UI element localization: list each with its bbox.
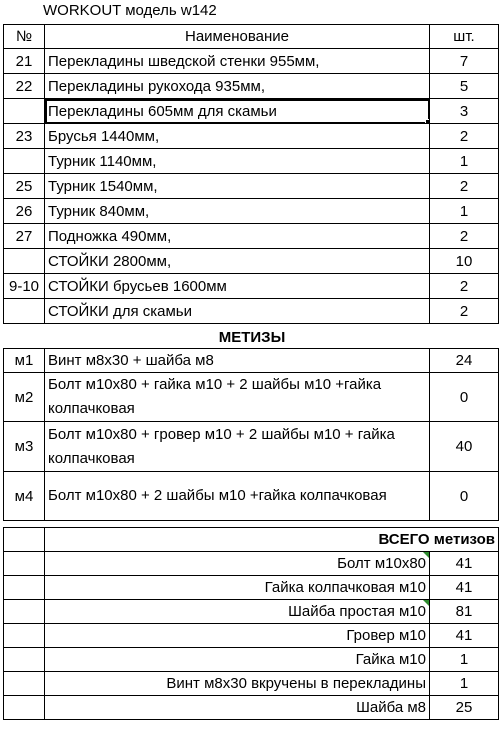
- totals-name-cell[interactable]: Гровер м10: [45, 624, 430, 648]
- totals-blank-cell[interactable]: [4, 600, 45, 624]
- part-qty-cell[interactable]: 1: [430, 149, 499, 174]
- totals-table: [3, 527, 499, 720]
- totals-row: [4, 696, 499, 720]
- totals-name-cell[interactable]: Болт м10х80: [45, 552, 430, 576]
- part-name-cell[interactable]: СТОЙКИ для скамьи: [45, 299, 430, 324]
- hardware-qty-cell[interactable]: 0: [430, 373, 499, 422]
- hardware-row: [4, 422, 499, 472]
- part-name-cell[interactable]: СТОЙКИ брусьев 1600мм: [45, 274, 430, 299]
- fill-handle[interactable]: [425, 119, 430, 124]
- hardware-qty-cell[interactable]: 24: [430, 349, 499, 373]
- totals-row: [4, 600, 499, 624]
- part-name-cell[interactable]: Перекладины рукохода 935мм,: [45, 74, 430, 99]
- part-num-cell[interactable]: 21: [4, 49, 45, 74]
- header-qty[interactable]: шт.: [430, 25, 499, 49]
- totals-blank-cell[interactable]: [4, 672, 45, 696]
- parts-row: [4, 299, 499, 324]
- part-name-cell[interactable]: Турник 1540мм,: [45, 174, 430, 199]
- part-qty-cell[interactable]: 3: [430, 99, 499, 124]
- part-name-cell[interactable]: СТОЙКИ 2800мм,: [45, 249, 430, 274]
- part-qty-cell[interactable]: 2: [430, 124, 499, 149]
- totals-row: [4, 648, 499, 672]
- part-num-cell[interactable]: 25: [4, 174, 45, 199]
- part-name-cell[interactable]: Подножка 490мм,: [45, 224, 430, 249]
- totals-name-cell[interactable]: Шайба простая м10: [45, 600, 430, 624]
- part-num-cell[interactable]: [4, 99, 45, 124]
- part-qty-cell[interactable]: 5: [430, 74, 499, 99]
- hardware-qty-cell[interactable]: 0: [430, 472, 499, 521]
- part-qty-cell[interactable]: 2: [430, 299, 499, 324]
- parts-row: [4, 224, 499, 249]
- hardware-row: [4, 472, 499, 521]
- comment-marker-icon: [423, 600, 429, 606]
- part-num-cell[interactable]: 9-10: [4, 274, 45, 299]
- parts-row: [4, 274, 499, 299]
- part-name-cell[interactable]: Турник 1140мм,: [45, 149, 430, 174]
- part-name-cell[interactable]: Турник 840мм,: [45, 199, 430, 224]
- parts-table: [3, 24, 499, 324]
- parts-row: [4, 199, 499, 224]
- part-name-cell[interactable]: Брусья 1440мм,: [45, 124, 430, 149]
- totals-row: [4, 552, 499, 576]
- totals-qty-cell[interactable]: 81: [430, 600, 499, 624]
- totals-blank-cell[interactable]: [4, 552, 45, 576]
- hardware-qty-cell[interactable]: 40: [430, 422, 499, 472]
- part-qty-cell[interactable]: 2: [430, 224, 499, 249]
- totals-empty-cell[interactable]: [4, 528, 45, 552]
- part-num-cell[interactable]: [4, 249, 45, 274]
- part-num-cell[interactable]: 27: [4, 224, 45, 249]
- totals-qty-cell[interactable]: 41: [430, 552, 499, 576]
- hardware-name-cell[interactable]: Болт м10х80 + гровер м10 + 2 шайбы м10 + гайка колпачковая: [45, 422, 430, 472]
- hardware-num-cell[interactable]: м2: [4, 373, 45, 422]
- part-qty-cell[interactable]: 1: [430, 199, 499, 224]
- part-qty-cell[interactable]: 7: [430, 49, 499, 74]
- parts-row: [4, 49, 499, 74]
- hardware-row: [4, 349, 499, 373]
- totals-title[interactable]: ВСЕГО метизов: [45, 528, 499, 552]
- totals-blank-cell[interactable]: [4, 648, 45, 672]
- hardware-table: [3, 348, 499, 521]
- hardware-title: МЕТИЗЫ: [218, 329, 286, 346]
- part-name-cell[interactable]: Перекладины шведской стенки 955мм,: [45, 49, 430, 74]
- totals-row: [4, 576, 499, 600]
- parts-row: [4, 124, 499, 149]
- totals-row: [4, 624, 499, 648]
- part-num-cell[interactable]: 23: [4, 124, 45, 149]
- totals-qty-cell[interactable]: 25: [430, 696, 499, 720]
- totals-name-cell[interactable]: Винт м8х30 вкручены в перекладины: [45, 672, 430, 696]
- hardware-num-cell[interactable]: м3: [4, 422, 45, 472]
- parts-header-row: [4, 25, 499, 49]
- sheet-title: WORKOUT модель w142: [43, 2, 217, 19]
- parts-row: [4, 174, 499, 199]
- hardware-name-cell[interactable]: Винт м8х30 + шайба м8: [45, 349, 430, 373]
- hardware-name-cell[interactable]: Болт м10х80 + 2 шайбы м10 +гайка колпачковая: [45, 472, 430, 521]
- totals-name-cell[interactable]: Гайка колпачковая м10: [45, 576, 430, 600]
- totals-qty-cell[interactable]: 1: [430, 672, 499, 696]
- part-qty-cell[interactable]: 2: [430, 174, 499, 199]
- hardware-num-cell[interactable]: м1: [4, 349, 45, 373]
- totals-blank-cell[interactable]: [4, 696, 45, 720]
- parts-row: [4, 149, 499, 174]
- part-num-cell[interactable]: 22: [4, 74, 45, 99]
- hardware-num-cell[interactable]: м4: [4, 472, 45, 521]
- totals-qty-cell[interactable]: 1: [430, 648, 499, 672]
- totals-blank-cell[interactable]: [4, 624, 45, 648]
- part-qty-cell[interactable]: 10: [430, 249, 499, 274]
- part-qty-cell[interactable]: 2: [430, 274, 499, 299]
- totals-name-cell[interactable]: Шайба м8: [45, 696, 430, 720]
- part-num-cell[interactable]: [4, 149, 45, 174]
- hardware-name-cell[interactable]: Болт м10х80 + гайка м10 + 2 шайбы м10 +гайка колпачковая: [45, 373, 430, 422]
- hardware-row: [4, 373, 499, 422]
- part-name-cell[interactable]: [45, 99, 430, 124]
- totals-qty-cell[interactable]: 41: [430, 576, 499, 600]
- totals-blank-cell[interactable]: [4, 576, 45, 600]
- parts-row: [4, 249, 499, 274]
- part-num-cell[interactable]: [4, 299, 45, 324]
- totals-qty-cell[interactable]: 41: [430, 624, 499, 648]
- header-name[interactable]: Наименование: [45, 25, 430, 49]
- comment-marker-icon: [423, 552, 429, 558]
- totals-name-cell[interactable]: Гайка м10: [45, 648, 430, 672]
- part-num-cell[interactable]: 26: [4, 199, 45, 224]
- header-num[interactable]: №: [4, 25, 45, 49]
- totals-row: [4, 672, 499, 696]
- selected-cell-text: Перекладины 605мм для скамьи: [48, 102, 277, 120]
- parts-row: [4, 74, 499, 99]
- totals-header-row: [4, 528, 499, 552]
- parts-row: [4, 99, 499, 124]
